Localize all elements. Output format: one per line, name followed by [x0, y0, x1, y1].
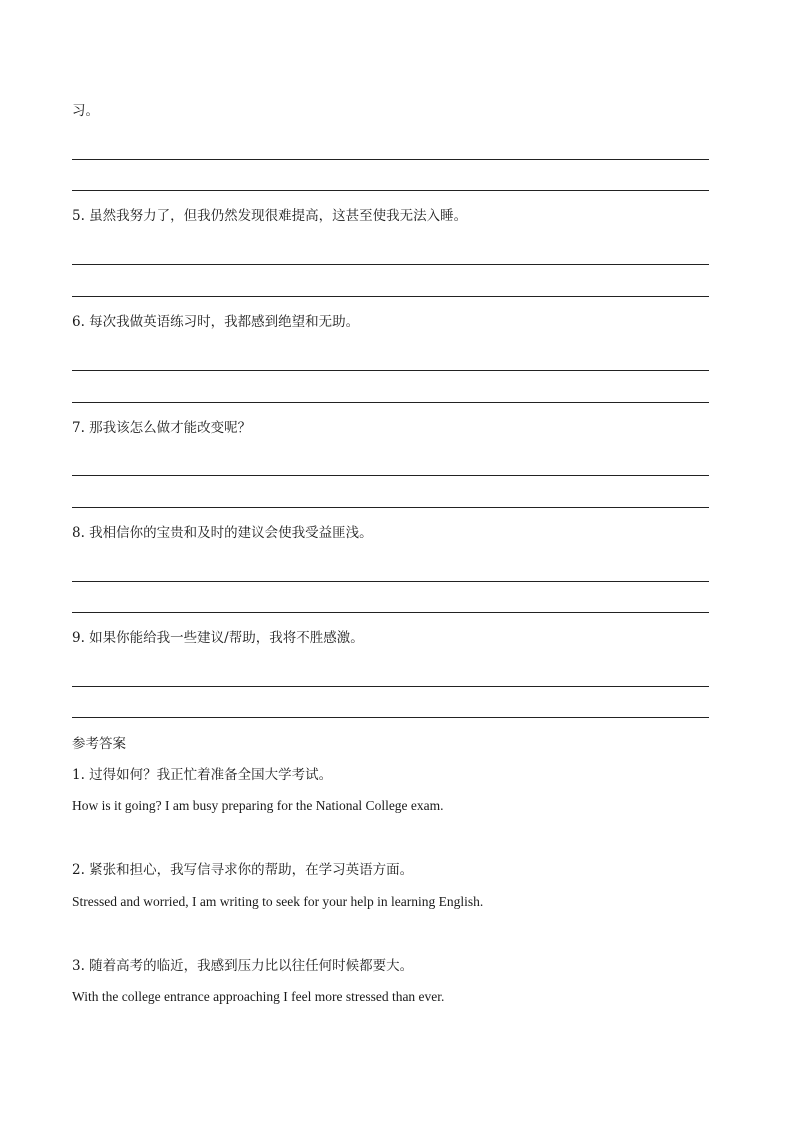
answer-2-english: Stressed and worried, I am writing to seek for your help in learning English.	[72, 894, 484, 909]
answer-line	[72, 612, 709, 613]
answer-line	[72, 717, 709, 718]
answer-3-english: With the college entrance approaching I feel more stressed than ever.	[72, 989, 445, 1004]
answer-3-chinese: 3. 随着高考的临近，我感到压力比以往任何时候都要大。	[72, 958, 414, 974]
answer-1-english: How is it going? I am busy preparing for the National College exam.	[72, 798, 444, 813]
answer-line	[72, 264, 709, 265]
question-8: 8. 我相信你的宝贵和及时的建议会使我受益匪浅。	[72, 525, 373, 541]
answer-line	[72, 159, 709, 160]
question-5: 5. 虽然我努力了，但我仍然发现很难提高，这甚至使我无法入睡。	[72, 208, 468, 224]
answer-line	[72, 402, 709, 403]
answer-line	[72, 370, 709, 371]
answer-line	[72, 581, 709, 582]
continuation-text: 习。	[72, 103, 99, 119]
answer-line	[72, 507, 709, 508]
answer-line	[72, 686, 709, 687]
answer-line	[72, 475, 709, 476]
question-9: 9. 如果你能给我一些建议/帮助，我将不胜感激。	[72, 630, 364, 646]
answer-2-chinese: 2. 紧张和担心，我写信寻求你的帮助，在学习英语方面。	[72, 862, 414, 878]
answer-line	[72, 190, 709, 191]
question-6: 6. 每次我做英语练习时，我都感到绝望和无助。	[72, 314, 360, 330]
answer-1-chinese: 1. 过得如何？我正忙着准备全国大学考试。	[72, 767, 333, 783]
question-7: 7. 那我该怎么做才能改变呢？	[72, 420, 252, 436]
answers-heading: 参考答案	[72, 736, 126, 752]
answer-line	[72, 296, 709, 297]
